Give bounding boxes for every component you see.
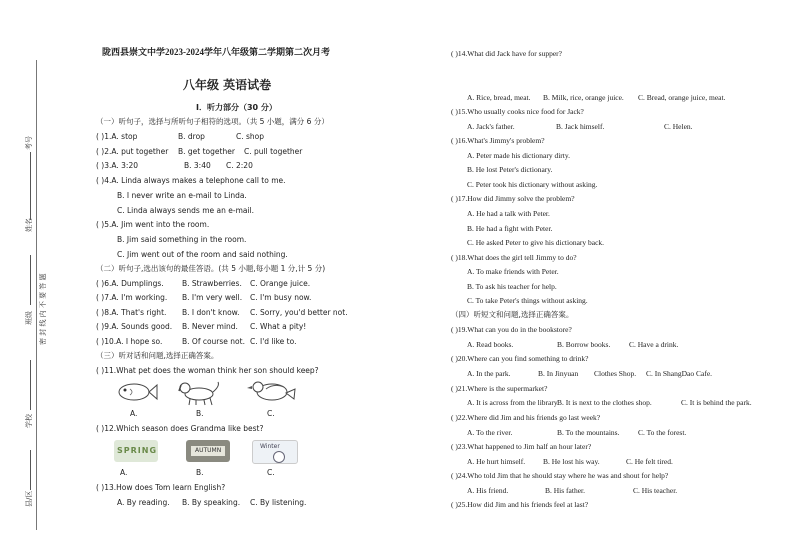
q22-option-c: C. To the forest. xyxy=(638,428,687,437)
q12-stem: ( )12.Which season does Grandma like best? xyxy=(96,424,264,433)
q13-option-a: A. By reading. xyxy=(117,498,170,507)
bird-picture xyxy=(246,377,296,405)
fish-picture xyxy=(114,378,158,406)
q8-option-c: C. Sorry, you'd better not. xyxy=(250,308,348,317)
dog-picture xyxy=(176,378,222,406)
q8-option-b: B. I don't know. xyxy=(182,308,240,317)
q18-stem: ( )18.What does the girl tell Jimmy to do? xyxy=(451,253,577,262)
q3-option-c: C. 2:20 xyxy=(226,161,253,170)
winter-word: Winter xyxy=(260,443,280,450)
q2-option-b: B. get together xyxy=(178,147,235,156)
q22-option-b: B. To the mountains. xyxy=(557,428,620,437)
q1-option-c: C. shop xyxy=(236,132,265,141)
q3-stem: ( )3.A. 3:20 xyxy=(96,161,139,170)
q4-option-b: B. I never write an e-mail to Linda. xyxy=(117,191,247,200)
side-name: 姓名 xyxy=(25,218,33,232)
q19-option-a: A. Read books. xyxy=(467,340,514,349)
q23-option-b: B. He lost his way. xyxy=(543,457,600,466)
q2-stem: ( )2.A. put together xyxy=(96,147,169,156)
q17-option-b: B. He had a fight with Peter. xyxy=(467,224,553,233)
q24-option-b: B. His father. xyxy=(545,486,585,495)
q16-option-c: C. Peter took his dictionary without asking. xyxy=(467,180,598,189)
exam-title: 八年级 英语试卷 xyxy=(183,78,272,92)
q5-stem: ( )5.A. Jim went into the room. xyxy=(96,220,210,229)
q1-stem: ( )1.A. stop xyxy=(96,132,138,141)
q5-option-c: C. Jim went out of the room and said nothing. xyxy=(117,250,288,259)
county-blank xyxy=(30,450,31,490)
q24-option-c: C. His teacher. xyxy=(633,486,678,495)
q7-option-b: B. I'm very well. xyxy=(182,293,243,302)
q23-option-a: A. He hurt himself. xyxy=(467,457,526,466)
q20-option-c: C. In ShangDao Cafe. xyxy=(646,369,713,378)
q1-option-b: B. drop xyxy=(178,132,205,141)
q10-option-c: C. I'd like to. xyxy=(250,337,297,346)
q17-stem: ( )17.How did Jimmy solve the problem? xyxy=(451,194,575,203)
q6-option-c: C. Orange juice. xyxy=(250,279,311,288)
q11-stem: ( )11.What pet does the woman think her son should keep? xyxy=(96,366,319,375)
q15-option-c: C. Helen. xyxy=(664,122,693,131)
q21-stem: ( )21.Where is the supermarket? xyxy=(451,384,548,393)
q12-label-b: B. xyxy=(196,468,204,477)
q4-option-c: C. Linda always sends me an e-mail. xyxy=(117,206,255,215)
q23-stem: ( )23.What happened to Jim half an hour later? xyxy=(451,442,592,451)
q2-option-c: C. pull together xyxy=(244,147,303,156)
q9-option-c: C. What a pity! xyxy=(250,322,307,331)
q20-option-b: B. In Jinyuan xyxy=(538,369,579,378)
q15-option-b: B. Jack himself. xyxy=(556,122,605,131)
q16-option-b: B. He lost Peter's dictionary. xyxy=(467,165,553,174)
q20-option-b-cont: Clothes Shop. xyxy=(594,369,637,378)
side-class: 班级 xyxy=(25,311,33,325)
autumn-picture xyxy=(186,440,230,462)
q20-stem: ( )20.Where can you find something to drink? xyxy=(451,354,589,363)
q8-stem: ( )8.A. That's right. xyxy=(96,308,167,317)
q6-stem: ( )6.A. Dumplings. xyxy=(96,279,164,288)
autumn-word: AUTUMN xyxy=(195,447,222,454)
class-blank xyxy=(30,255,31,305)
q23-option-c: C. He felt tired. xyxy=(626,457,673,466)
q22-option-a: A. To the river. xyxy=(467,428,513,437)
q6-option-b: B. Strawberries. xyxy=(182,279,242,288)
spring-picture xyxy=(114,440,158,462)
q21-option-a: A. It is across from the library. xyxy=(467,398,559,407)
school-blank xyxy=(30,360,31,410)
q10-stem: ( )10.A. I hope so. xyxy=(96,337,163,346)
q4-stem: ( )4.A. Linda always makes a telephone call to me. xyxy=(96,176,286,185)
q17-option-a: A. He had a talk with Peter. xyxy=(467,209,550,218)
q24-stem: ( )24.Who told Jim that he should stay where he was and shout for help? xyxy=(451,471,669,480)
q11-label-c: C. xyxy=(267,409,275,418)
side-exam-no: 考号 xyxy=(25,136,33,150)
q19-stem: ( )19.What can you do in the bookstore? xyxy=(451,325,572,334)
q11-label-a: A. xyxy=(130,409,138,418)
section-3-heading: （三）听对话和问题,选择正确答案。 xyxy=(96,351,219,360)
section-1-heading: （一）听句子，选择与所听句子相符的选项。（共 5 小题，满分 6 分） xyxy=(96,117,329,126)
q7-option-c: C. I'm busy now. xyxy=(250,293,312,302)
q7-stem: ( )7.A. I'm working. xyxy=(96,293,168,302)
q11-label-b: B. xyxy=(196,409,204,418)
q14-option-b: B. Milk, rice, orange juice. xyxy=(543,93,624,102)
q14-option-a: A. Rice, bread, meat. xyxy=(467,93,531,102)
school-title: 陇西县崇文中学2023-2024学年八年级第二学期第二次月考 xyxy=(102,47,330,57)
q10-option-b: B. Of course not. xyxy=(182,337,245,346)
q9-stem: ( )9.A. Sounds good. xyxy=(96,322,173,331)
q19-option-b: B. Borrow books. xyxy=(557,340,611,349)
side-notice: 密 封 线 内 不 要 答 题 xyxy=(39,273,47,345)
winter-picture xyxy=(252,440,298,464)
name-blank xyxy=(30,180,31,220)
q17-option-c: C. He asked Peter to give his dictionary back. xyxy=(467,238,605,247)
q20-option-a: A. In the park. xyxy=(467,369,511,378)
q18-option-a: A. To make friends with Peter. xyxy=(467,267,559,276)
q5-option-b: B. Jim said something in the room. xyxy=(117,235,247,244)
q13-stem: ( )13.How does Tom learn English? xyxy=(96,483,226,492)
q14-option-c: C. Bread, orange juice, meat. xyxy=(638,93,726,102)
section-4-heading: （四）听短文和问题,选择正确答案。 xyxy=(451,310,574,319)
snowman-shape xyxy=(273,451,285,463)
q21-option-b: B. It is next to the clothes shop. xyxy=(557,398,652,407)
q16-stem: ( )16.What's Jimmy's problem? xyxy=(451,136,545,145)
q22-stem: ( )22.Where did Jim and his friends go last week? xyxy=(451,413,601,422)
part-title: I．听力部分（30 分） xyxy=(196,103,277,112)
spring-word: SPRING xyxy=(117,446,158,455)
section-2-heading: （二）听句子,选出该句的最佳答语。(共 5 小题,每小题 1 分,计 5 分) xyxy=(96,264,326,273)
q19-option-c: C. Have a drink. xyxy=(629,340,679,349)
q15-stem: ( )15.Who usually cooks nice food for Jack? xyxy=(451,107,584,116)
q12-label-a: A. xyxy=(120,468,128,477)
q13-option-c: C. By listening. xyxy=(250,498,307,507)
q18-option-b: B. To ask his teacher for help. xyxy=(467,282,557,291)
q16-option-a: A. Peter made his dictionary dirty. xyxy=(467,151,571,160)
binding-line xyxy=(36,60,37,530)
q13-option-b: B. By speaking. xyxy=(182,498,241,507)
q24-option-a: A. His friend. xyxy=(467,486,509,495)
q25-stem: ( )25.How did Jim and his friends feel at last? xyxy=(451,500,589,509)
q21-option-c: C. It is behind the park. xyxy=(681,398,752,407)
side-county: 县/区 xyxy=(25,490,33,507)
q3-option-b: B. 3:40 xyxy=(184,161,211,170)
q18-option-c: C. To take Peter's things without asking. xyxy=(467,296,588,305)
q15-option-a: A. Jack's father. xyxy=(467,122,515,131)
q9-option-b: B. Never mind. xyxy=(182,322,238,331)
q12-label-c: C. xyxy=(267,468,275,477)
q14-stem: ( )14.What did Jack have for supper? xyxy=(451,49,562,58)
side-school: 学校 xyxy=(25,414,33,428)
